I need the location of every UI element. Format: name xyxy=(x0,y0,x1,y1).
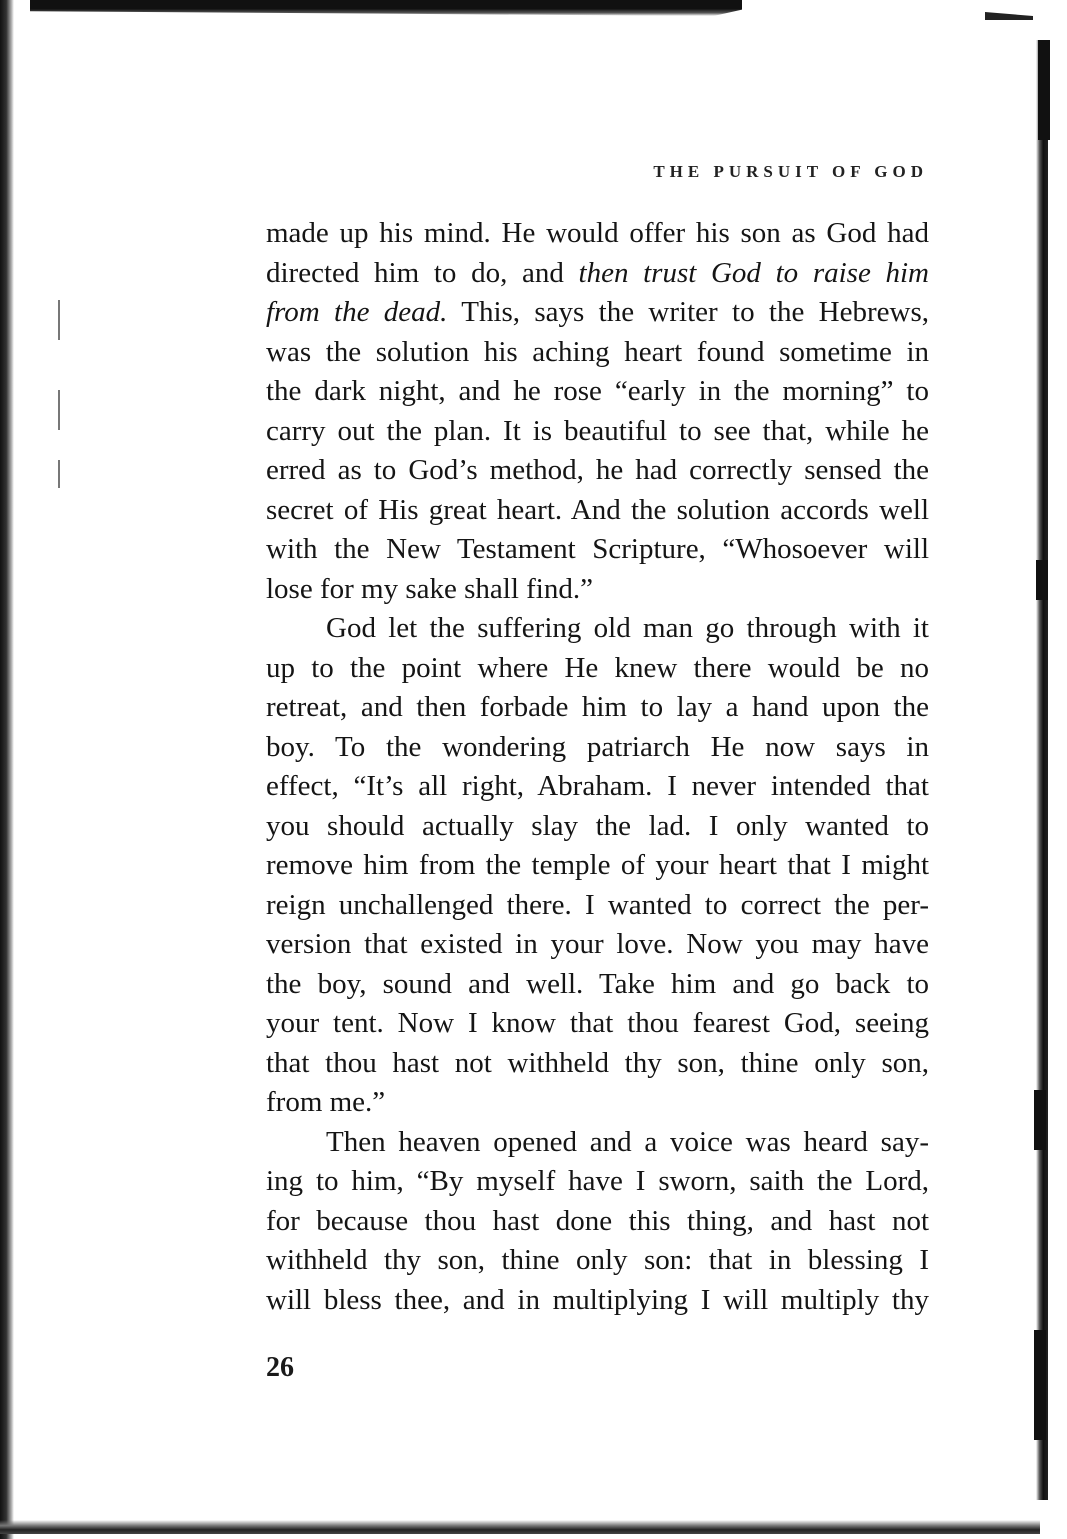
text-segment: will bless thee, and in multiplying I will multiply thy xyxy=(266,1283,929,1316)
text-line xyxy=(266,451,929,491)
text-segment: directed him to do, and xyxy=(266,256,579,289)
text-segment: God let the suffering old man go through with it xyxy=(326,612,929,644)
text-segment: carry out the plan. It is beautiful to see that, while he xyxy=(266,414,929,447)
running-head: THE PURSUIT OF GOD xyxy=(653,162,928,181)
text-line xyxy=(266,728,929,768)
text-line xyxy=(266,688,929,728)
text-line xyxy=(266,1004,929,1044)
scan-edge-top-right xyxy=(985,10,1033,20)
text-segment: from me.” xyxy=(266,1086,386,1118)
text-segment: ing to him, “By myself have I sworn, saith the Lord, xyxy=(266,1165,929,1197)
body-text xyxy=(266,214,929,1320)
text-line xyxy=(266,491,929,531)
text-segment: for because thou hast done this thing, and hast not xyxy=(266,1204,929,1237)
text-segment: effect, “It’s all right, Abraham. I never intended that xyxy=(266,770,929,802)
scan-mark xyxy=(1034,1330,1046,1440)
scan-edge-bottom xyxy=(0,1520,1040,1534)
text-segment: your tent. Now I know that thou fearest God, seeing xyxy=(266,1007,929,1039)
text-segment: boy. To the wondering patriarch He now says in xyxy=(266,730,929,763)
text-line xyxy=(266,570,929,610)
text-segment: retreat, and then forbade him to lay a hand upon the xyxy=(266,691,929,723)
text-segment: remove him from the temple of your heart that I might xyxy=(266,849,929,881)
scan-mark xyxy=(58,460,60,488)
text-line xyxy=(266,1083,929,1123)
text-line xyxy=(266,1044,929,1084)
text-segment: the boy, sound and well. Take him and go back to xyxy=(266,967,929,1000)
text-line xyxy=(266,372,929,412)
scan-mark xyxy=(58,300,60,340)
text-segment: withheld thy son, thine only son: that in blessing I xyxy=(266,1244,929,1276)
text-line xyxy=(266,293,929,333)
scan-edge-top xyxy=(30,0,742,16)
text-line xyxy=(266,807,929,847)
text-segment: This, says the writer to the Hebrews, xyxy=(447,296,929,328)
scan-edge-right xyxy=(1036,40,1048,1500)
page-number: 26 xyxy=(266,1352,294,1383)
text-line xyxy=(266,886,929,926)
text-segment: reign unchallenged there. I wanted to correct the per- xyxy=(266,888,929,921)
italic-text: then trust God to raise him xyxy=(578,256,929,289)
text-segment: that thou hast not withheld thy son, thine only son, xyxy=(266,1046,929,1079)
text-line xyxy=(266,214,929,254)
text-segment: with the New Testament Scripture, “Whosoever will xyxy=(266,533,929,565)
text-segment: version that existed in your love. Now you may have xyxy=(266,928,929,960)
text-segment: Then heaven opened and a voice was heard say- xyxy=(326,1125,929,1158)
text-segment: made up his mind. He would offer his son as God had xyxy=(266,217,929,249)
text-line xyxy=(266,649,929,689)
text-line xyxy=(266,609,929,649)
text-line xyxy=(266,1162,929,1202)
text-line xyxy=(266,925,929,965)
text-line xyxy=(266,1281,929,1321)
text-segment: secret of His great heart. And the solution accords well xyxy=(266,493,929,526)
text-line xyxy=(266,530,929,570)
text-segment: was the solution his aching heart found sometime in xyxy=(266,335,929,368)
text-line xyxy=(266,767,929,807)
scan-mark xyxy=(1036,560,1048,600)
text-line xyxy=(266,333,929,373)
text-line xyxy=(266,1123,929,1163)
text-line xyxy=(266,1202,929,1242)
text-line xyxy=(266,1241,929,1281)
scan-mark xyxy=(58,390,60,430)
text-line xyxy=(266,254,929,294)
text-segment: up to the point where He knew there would be no xyxy=(266,651,929,684)
text-line xyxy=(266,846,929,886)
scan-edge-left xyxy=(0,0,14,1539)
text-segment: the dark night, and he rose “early in the morning” to xyxy=(266,375,929,407)
text-segment: you should actually slay the lad. I only wanted to xyxy=(266,809,929,842)
scan-mark xyxy=(1034,1090,1046,1150)
italic-text: from the dead. xyxy=(266,296,448,328)
text-segment: erred as to God’s method, he had correctly sensed the xyxy=(266,454,929,486)
text-line xyxy=(266,965,929,1005)
text-line xyxy=(266,412,929,452)
text-segment: lose for my sake shall find.” xyxy=(266,572,593,605)
scan-mark xyxy=(1038,40,1050,140)
